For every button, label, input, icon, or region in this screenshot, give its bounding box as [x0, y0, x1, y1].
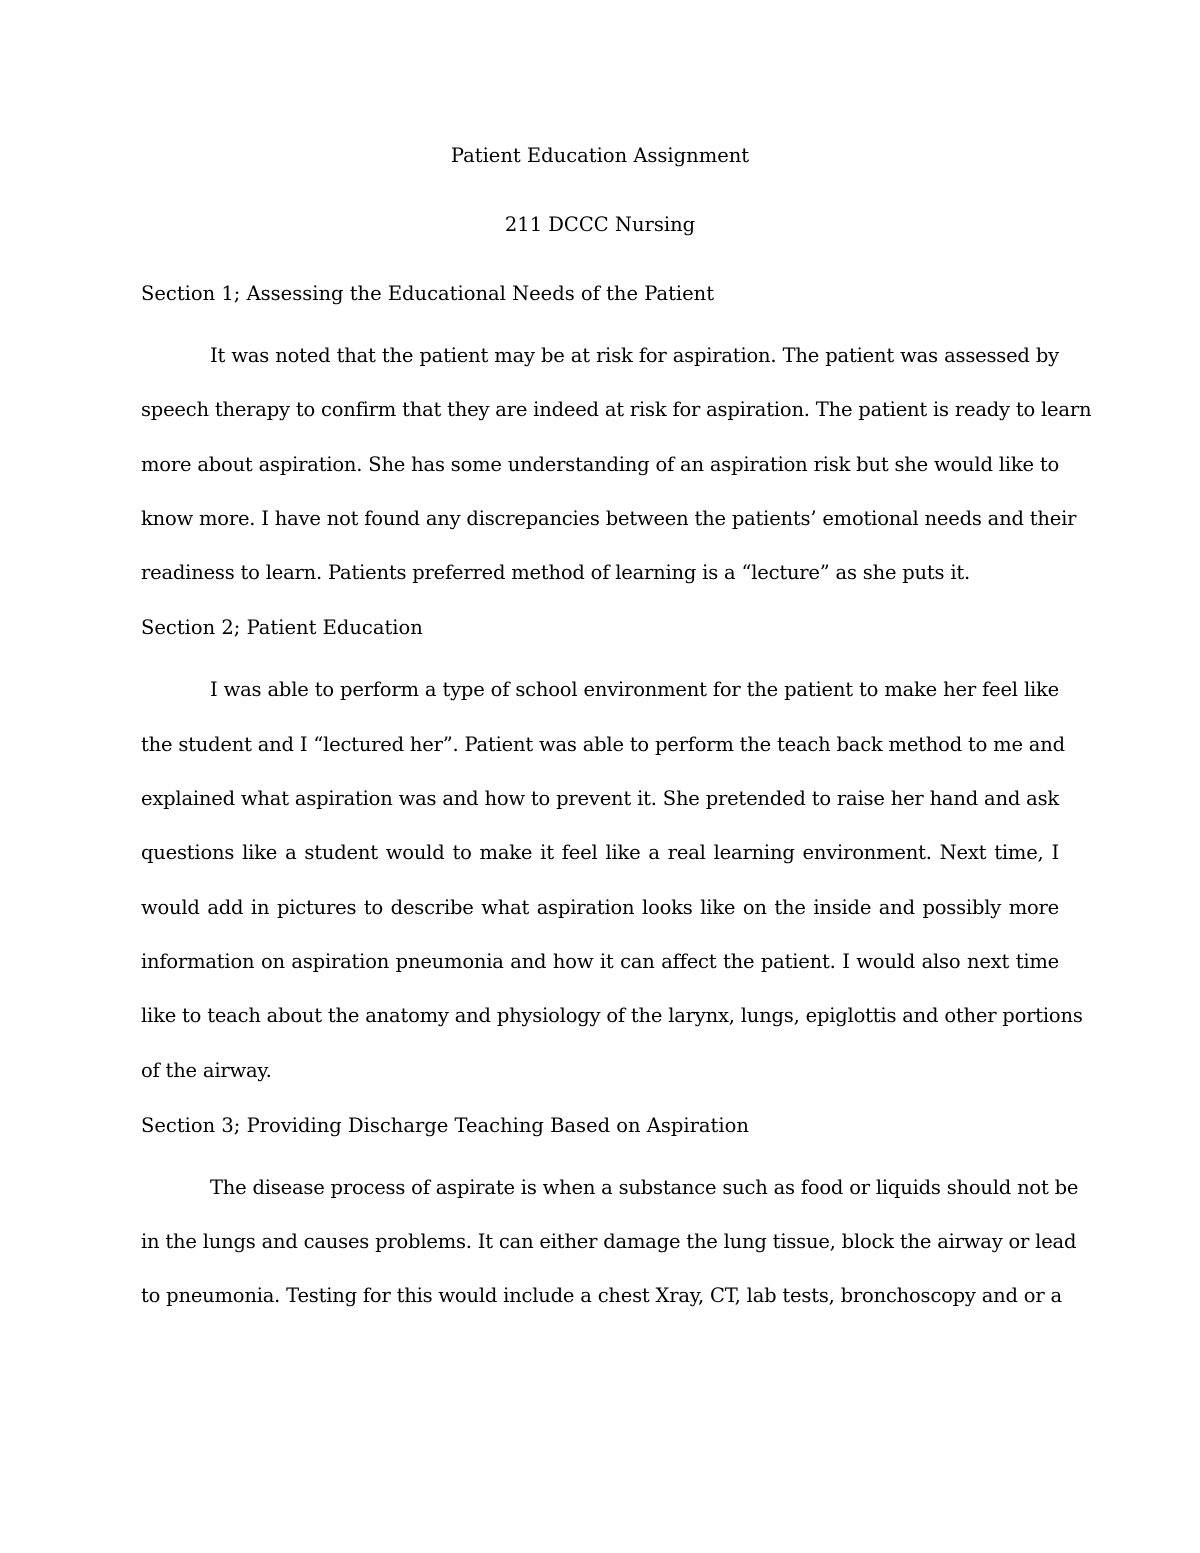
document-subtitle: 211 DCCC Nursing: [504, 213, 696, 236]
section-2-heading: Section 2; Patient Education: [141, 616, 423, 640]
document-body: [141, 138, 1092, 1334]
paragraph-line: information on aspiration pneumonia and how it can affect the patient. I would also next time: [141, 949, 1059, 973]
paragraph-line: would add in pictures to describe what aspiration looks like on the inside and possibly more: [141, 895, 1059, 919]
section-3-heading: Section 3; Providing Discharge Teaching Based on Aspiration: [141, 1113, 749, 1137]
paragraph-line: to pneumonia. Testing for this would include a chest Xray, CT, lab tests, bronchoscopy and or a: [141, 1284, 1062, 1308]
section-1-paragraph: [141, 329, 1092, 600]
paragraph-line: questions like a student would to make it feel like a real learning environment. Next time, I: [141, 841, 1059, 865]
paragraph-line: know more. I have not found any discrepancies between the patients’ emotional needs and their: [141, 506, 1077, 530]
paragraph-line: The disease process of aspirate is when a substance such as food or liquids should not be: [210, 1175, 1079, 1199]
paragraph-line: speech therapy to confirm that they are indeed at risk for aspiration. The patient is ready to learn: [141, 398, 1092, 422]
paragraph-line: It was noted that the patient may be at risk for aspiration. The patient was assessed by: [210, 344, 1059, 367]
paragraph-line: more about aspiration. She has some understanding of an aspiration risk but she would like to: [141, 452, 1059, 476]
paragraph-line: the student and I “lectured her”. Patient was able to perform the teach back method to me and: [141, 732, 1065, 756]
paragraph-line: like to teach about the anatomy and physiology of the larynx, lungs, epiglottis and other portions: [141, 1004, 1083, 1028]
section-3-paragraph: [141, 1161, 1079, 1324]
paragraph-line: I was able to perform a type of school environment for the patient to make her feel like: [210, 678, 1059, 702]
paragraph-line: of the airway.: [141, 1058, 272, 1082]
section-1-heading: Section 1; Assessing the Educational Needs of the Patient: [141, 282, 715, 305]
paragraph-line: explained what aspiration was and how to prevent it. She pretended to raise her hand and ask: [141, 787, 1059, 811]
paragraph-line: readiness to learn. Patients preferred method of learning is a “lecture” as she puts it.: [141, 561, 971, 585]
section-2-paragraph: [141, 663, 1083, 1097]
document-title: Patient Education Assignment: [450, 144, 750, 167]
paragraph-line: in the lungs and causes problems. It can either damage the lung tissue, block the airway or lead: [141, 1230, 1077, 1254]
